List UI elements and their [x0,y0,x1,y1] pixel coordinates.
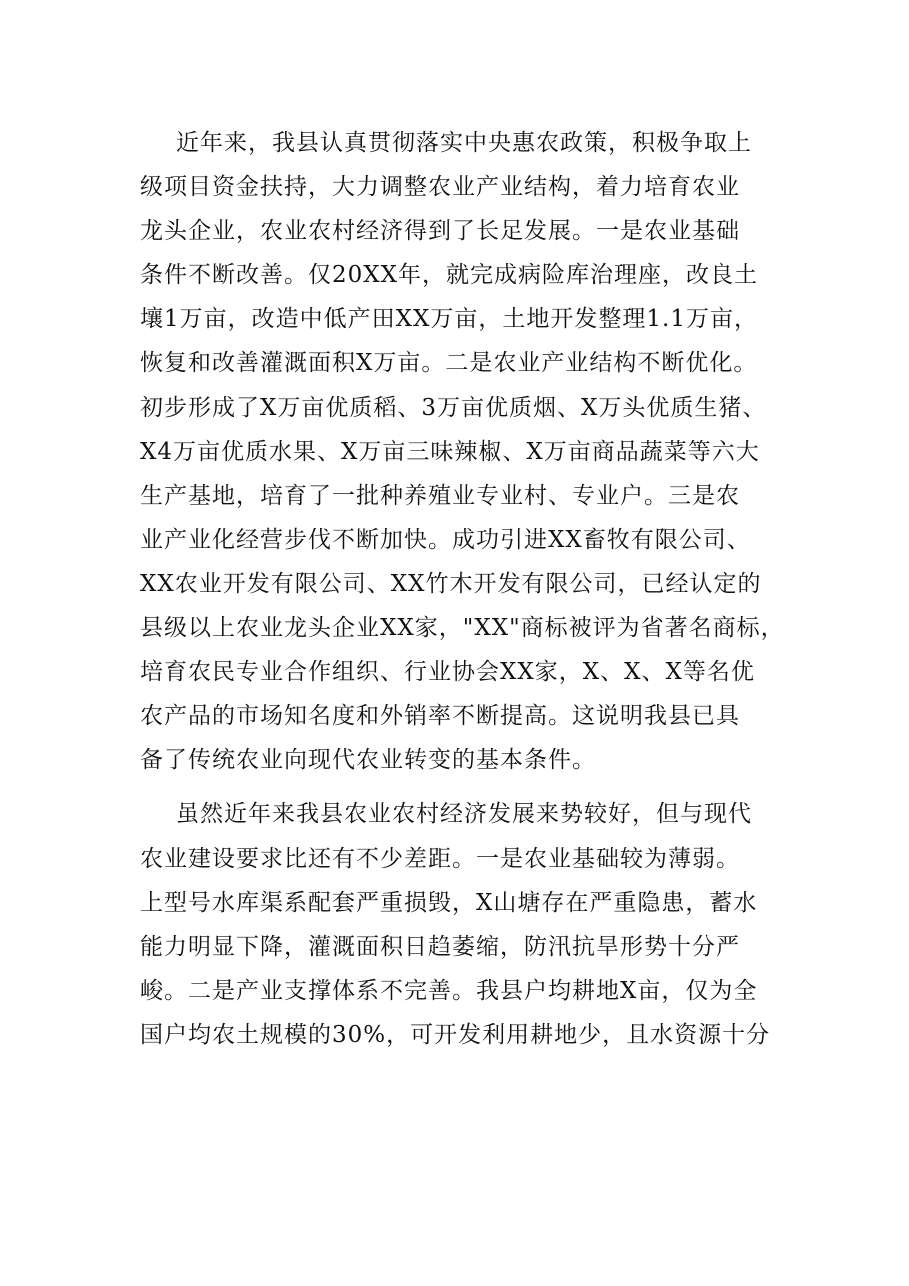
paragraph-line: 初步形成了X万亩优质稻、3万亩优质烟、X万头优质生猪、 [140,394,767,421]
paragraph-1 [140,121,785,782]
paragraph-line: 农产品的市场知名度和外销率不断提高。这说明我县已具 [140,703,740,730]
paragraph-line: 农业建设要求比还有不少差距。一是农业基础较为薄弱。 [140,845,740,872]
paragraph-line: 龙头企业，农业农村经济得到了长足发展。一是农业基础 [140,218,740,245]
paragraph-line: 培育农民专业合作组织、行业协会XX家，X、X、X等名优 [140,659,755,686]
paragraph-line: 峻。二是产业支撑体系不完善。我县户均耕地X亩，仅为全 [140,977,758,1004]
paragraph-line: 条件不断改善。仅20XX年，就完成病险库治理座，改良土 [140,262,759,289]
paragraph-line: 业产业化经营步伐不断加快。成功引进XX畜牧有限公司、 [140,526,751,553]
paragraph-2 [140,792,780,1057]
paragraph-line: 能力明显下降，灌溉面积日趋萎缩，防汛抗旱形势十分严 [140,933,740,960]
paragraph-spacer [140,782,780,792]
body-text [140,121,785,1057]
paragraph-line: X4万亩优质水果、X万亩三味辣椒、X万亩商品蔬菜等六大 [140,438,760,465]
paragraph-line: 国户均农土规模的30%，可开发利用耕地少，且水资源十分 [140,1021,771,1048]
paragraph-line: 近年来，我县认真贯彻落实中央惠农政策，积极争取上 [176,130,752,156]
paragraph-line: 生产基地，培育了一批种养殖业专业村、专业户。三是农 [140,482,740,509]
paragraph-line: 虽然近年来我县农业农村经济发展来势较好，但与现代 [176,801,752,828]
paragraph-line: 上型号水库渠系配套严重损毁，X山塘存在严重隐患，蓄水 [140,889,758,916]
paragraph-line: 恢复和改善灌溉面积X万亩。二是农业产业结构不断优化。 [140,350,758,377]
paragraph-line: 县级以上农业龙头企业XX家，"XX"商标被评为省著名商标， [140,615,785,642]
paragraph-line: 级项目资金扶持，大力调整农业产业结构，着力培育农业 [140,174,740,201]
paragraph-line: 壤1万亩，改造中低产田XX万亩，土地开发整理1.1万亩， [140,306,758,333]
paragraph-line: 备了传统农业向现代农业转变的基本条件。 [140,747,596,774]
paragraph-line: XX农业开发有限公司、XX竹木开发有限公司，已经认定的 [140,570,762,597]
